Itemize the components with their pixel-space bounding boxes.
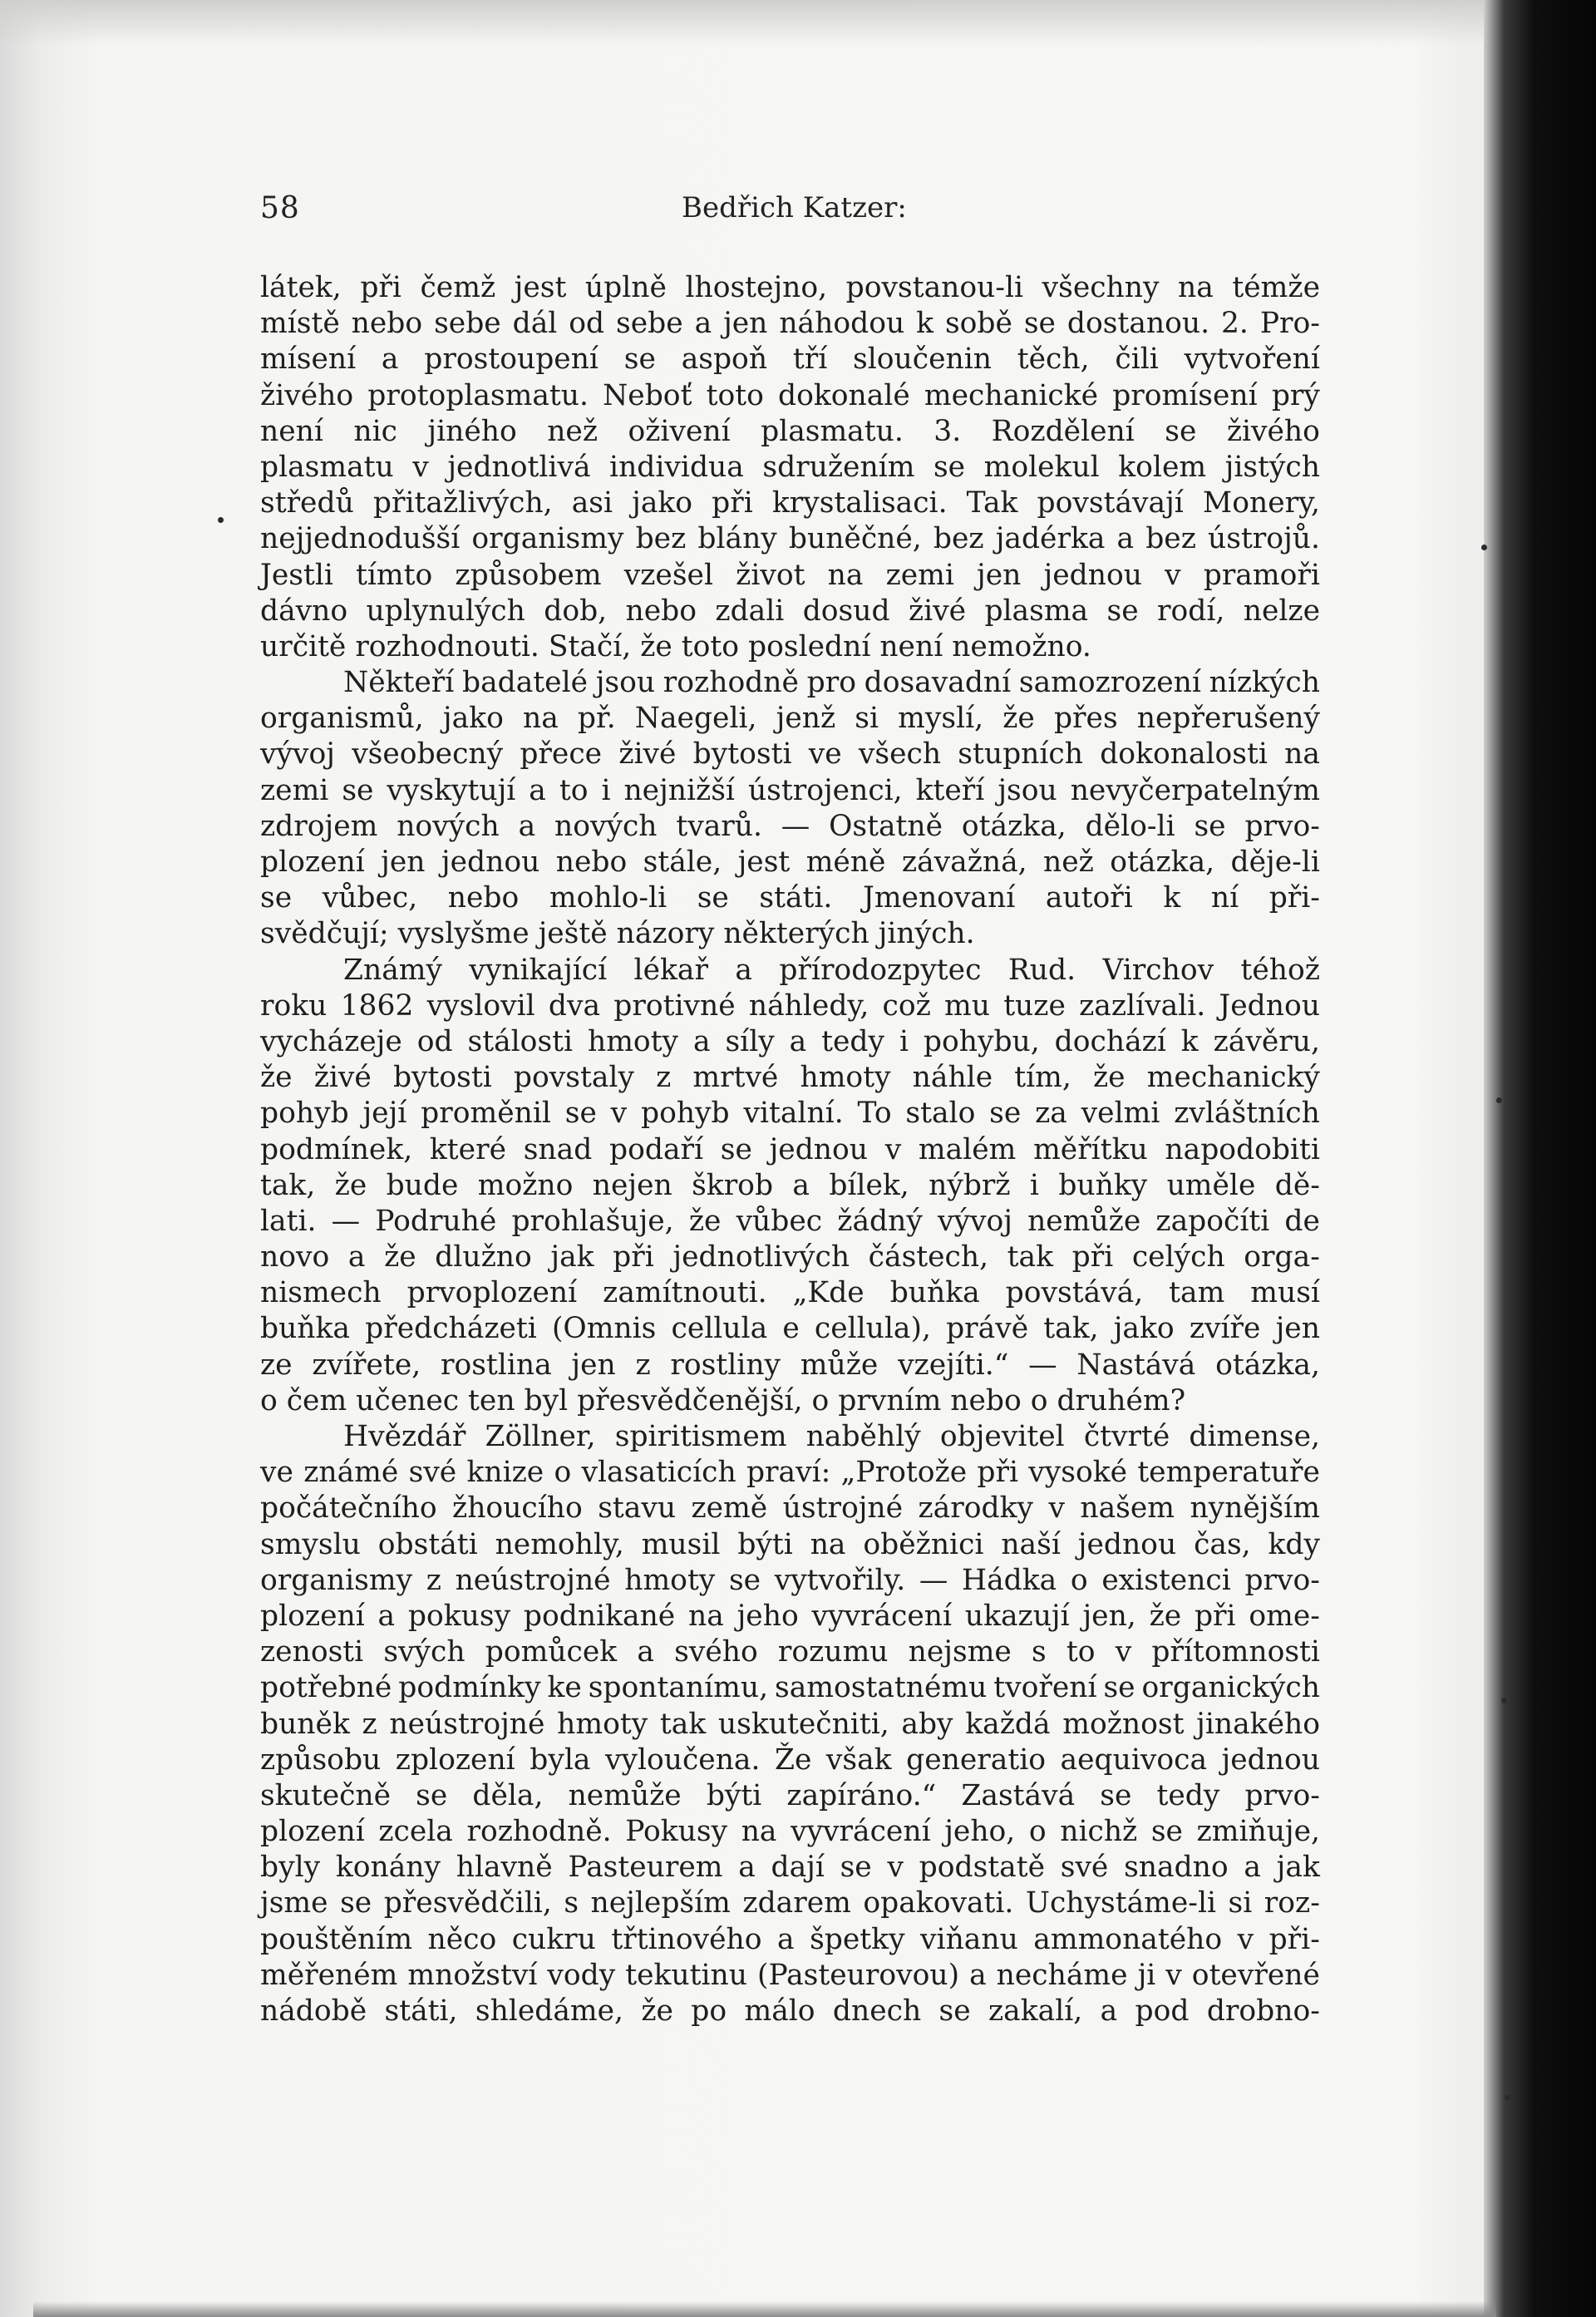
book-spine-shadow [1484,0,1596,2317]
text-line: plození a pokusy podnikané na jeho vyvrácení ukazují jen, že při ome- [260,1599,1320,1633]
text-line: ve známé své knize o vlasaticích praví: „Protože při vysoké temperatuře [260,1456,1320,1490]
text-line: Jestli tímto způsobem vzešel život na zemi jen jednou v pramoři [260,558,1320,592]
text-line: že živé bytosti povstaly z mrtvé hmoty náhle tím, že mechanický [260,1061,1320,1095]
text-line: středů přitažlivých, asi jako při krystalisaci. Tak povstávají Monery, [260,486,1320,520]
text-line: nismech prvoplození zamítnouti. „Kde buňka povstává, tam musí [260,1276,1320,1310]
text-line: smyslu obstáti nemohly, musil býti na oběžnici naší jednou čas, kdy [260,1527,1320,1561]
text-line: podmínek, které snad podaří se jednou v malém měřítku napodobiti [260,1132,1320,1166]
margin-speck [1501,1698,1507,1703]
text-line: tak, že bude možno nejen škrob a bílek, nýbrž i buňky uměle dě- [260,1168,1320,1202]
text-line: určitě rozhodnouti. Stačí, že toto poslední není nemožno. [260,629,1091,663]
margin-speck [1481,545,1487,550]
text-line: počátečního žhoucího stavu země ústrojné zárodky v našem nynějším [260,1491,1320,1526]
text-line: mísení a prostoupení se aspoň tří sloučenin těch, čili vytvoření [260,343,1320,377]
text-line: Někteří badatelé jsou rozhodně pro dosavadní samozrození nízkých [343,666,1320,700]
text-line: roku 1862 vyslovil dva protivné náhledy, což mu tuze zazlívali. Jednou [260,988,1320,1023]
page-number: 58 [260,191,300,225]
scan-top-shadow [0,0,1488,46]
text-line: vycházeje od stálosti hmoty a síly a tedy i pohybu, dochází k závěru, [260,1024,1320,1058]
text-line: buňka předcházeti (Omnis cellula e cellula), právě tak, jako zvíře jen [260,1312,1320,1346]
text-line: plasmatu v jednotlivá individua sdružením se molekul kolem jistých [260,450,1320,484]
text-line: novo a že dlužno jak při jednotlivých částech, tak při celých orga- [260,1240,1320,1274]
text-line: vývoj všeobecný přece živé bytosti ve všech stupních dokonalosti na [260,737,1320,772]
text-line: organismů, jako na př. Naegeli, jenž si myslí, že přes nepřerušený [260,702,1320,736]
text-line: nejjednodušší organismy bez blány buněčné, bez jadérka a bez ústrojů. [260,522,1320,556]
text-line: měřeném množství vody tekutinu (Pasteurovou) a necháme ji v otevřené [260,1958,1320,1992]
text-line: zdrojem nových a nových tvarů. — Ostatně otázka, dělo-li se prvo- [260,809,1320,843]
text-line: pouštěním něco cukru třtinového a špetky viňanu ammonatého v při- [260,1922,1320,1956]
text-line: plození jen jednou nebo stále, jest méně závažná, než otázka, děje-li [260,845,1320,879]
margin-speck [218,517,224,523]
text-line: pohyb její proměnil se v pohyb vitalní. To stalo se za velmi zvláštních [260,1097,1320,1131]
text-line: buněk z neústrojné hmoty tak uskutečniti, aby každá možnost jinakého [260,1707,1320,1741]
text-line: ze zvířete, rostlina jen z rostliny může vzejíti.“ — Nastává otázka, [260,1348,1320,1382]
text-line: dávno uplynulých dob, nebo zdali dosud živé plasma se rodí, nelze [260,594,1320,628]
text-line: není nic jiného než oživení plasmatu. 3. Rozdělení se živého [260,414,1320,448]
text-line: lati. — Podruhé prohlašuje, že vůbec žádný vývoj nemůže započíti de [260,1204,1320,1238]
body-text [260,270,1320,2029]
text-line: zenosti svých pomůcek a svého rozumu nejsme s to v přítomnosti [260,1635,1320,1669]
text-line: byly konány hlavně Pasteurem a dají se v podstatě své snadno a jak [260,1851,1320,1885]
margin-speck [1496,1097,1502,1103]
text-line: organismy z neústrojné hmoty se vytvořily. — Hádka o existenci prvo- [260,1563,1320,1597]
margin-speck [1505,2095,1510,2101]
scan-bottom-edge [33,2301,1496,2317]
text-line: živého protoplasmatu. Neboť toto dokonalé mechanické promísení prý [260,378,1320,412]
text-line: nádobě státi, shledáme, že po málo dnech se zakalí, a pod drobno- [260,1994,1320,2028]
text-line: jsme se přesvědčili, s nejlepším zdarem opakovati. Uchystáme-li si roz- [260,1886,1320,1920]
text-line: způsobu zplození byla vyloučena. Že však generatio aequivoca jednou [260,1743,1320,1777]
text-line: místě nebo sebe dál od sebe a jen náhodou k sobě se dostanou. 2. Pro- [260,307,1320,341]
text-line: Známý vynikající lékař a přírodozpytec Rud. Virchov téhož [343,953,1320,987]
text-line: plození zcela rozhodně. Pokusy na vyvrácení jeho, o nichž se zmiňuje, [260,1815,1320,1849]
text-line: svědčují; vyslyšme ještě názory některých jiných. [260,917,975,951]
text-line: potřebné podmínky ke spontanímu, samostatnému tvoření se organických [260,1671,1320,1705]
text-line: o čem učenec ten byl přesvědčenější, o prvním nebo o druhém? [260,1383,1186,1417]
running-head: Bedřich Katzer: [682,191,907,224]
text-line: látek, při čemž jest úplně lhostejno, povstanou-li všechny na témže [260,271,1320,304]
text-line: skutečně se děla, nemůže býti zapíráno.“ Zastává se tedy prvo- [260,1778,1320,1812]
text-line: se vůbec, nebo mohlo-li se státi. Jmenovaní autoři k ní při- [260,881,1320,915]
text-line: Hvězdář Zöllner, spiritismem naběhlý objevitel čtvrté dimense, [343,1420,1320,1453]
text-line: zemi se vyskytují a to i nejnižší ústrojenci, kteří jsou nevyčerpatelným [260,773,1320,807]
